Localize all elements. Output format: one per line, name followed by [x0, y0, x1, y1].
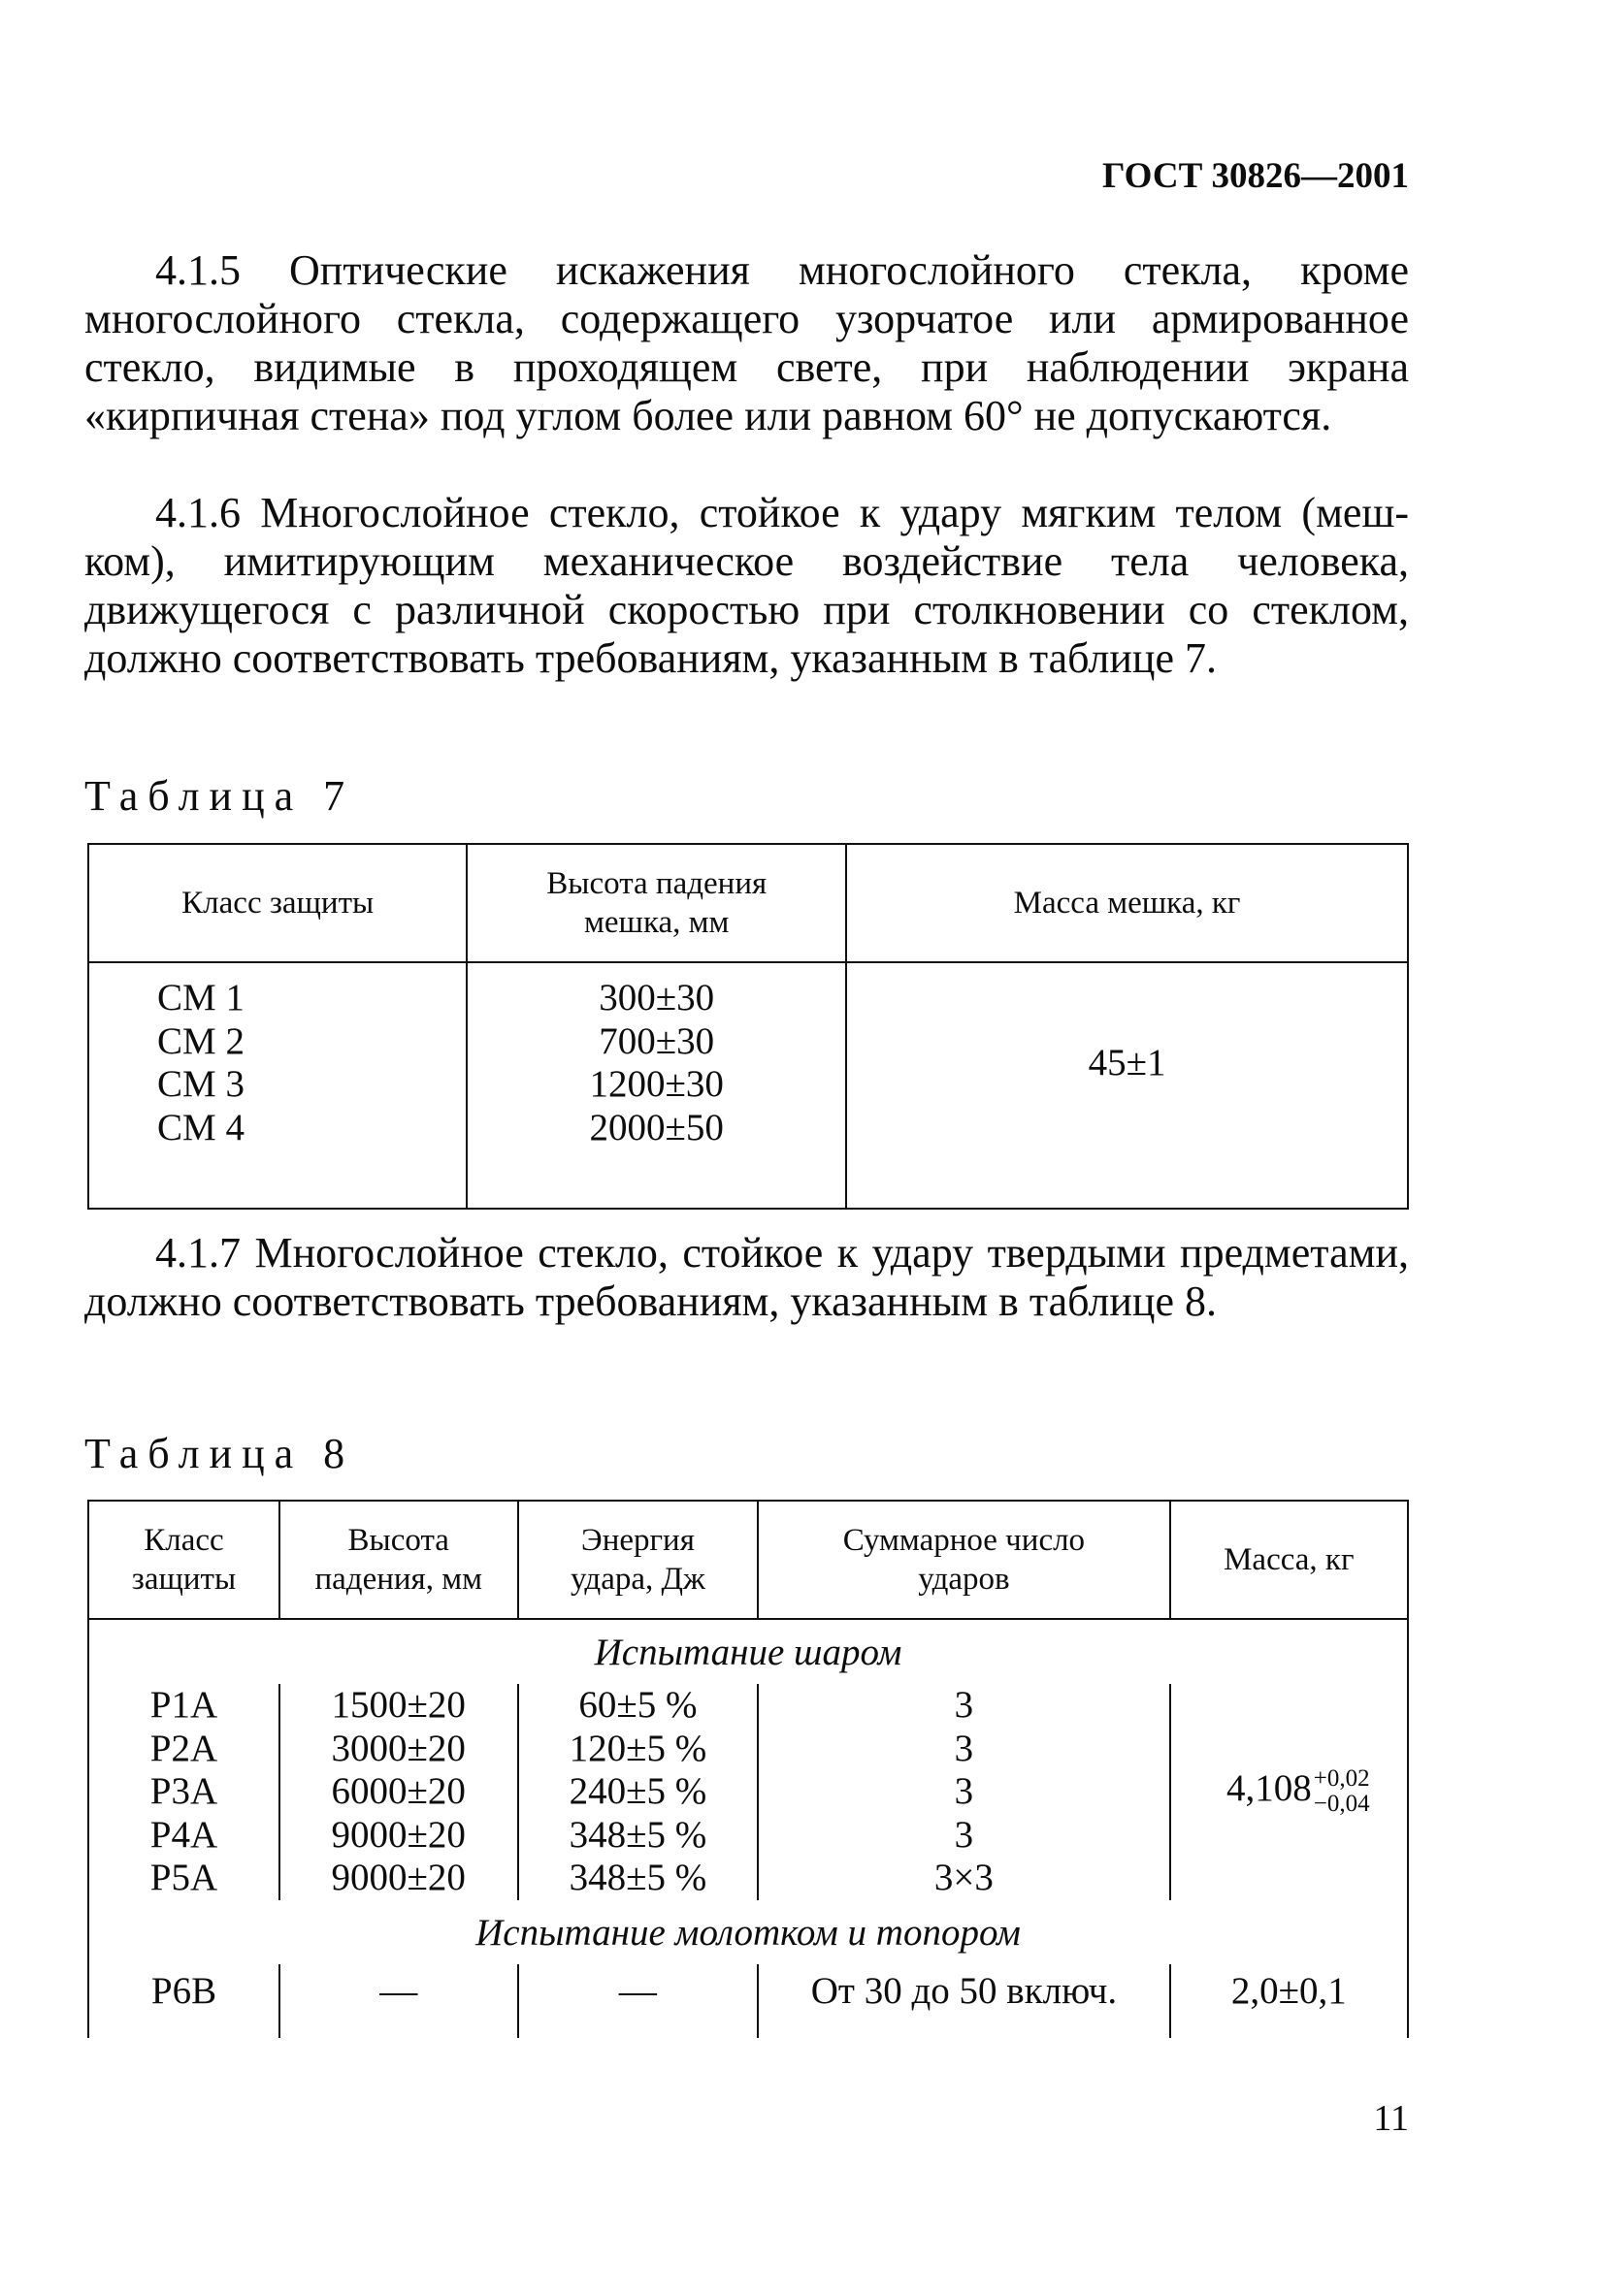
table-8-ball-height-cell: [279, 1684, 518, 1900]
table-row-class: СМ 4: [157, 1106, 245, 1148]
table-8-hammer-row: [88, 1964, 1408, 2039]
table-row-energy: 348±5 %: [569, 1857, 707, 1898]
table-row-height: 2000±50: [589, 1106, 724, 1148]
table-row-count: 3×3: [933, 1857, 994, 1898]
table-8-caption: Таблица 8: [84, 1430, 355, 1477]
table-8-ball-count-cell: [758, 1684, 1169, 1900]
table-row-height: 300±30: [599, 977, 715, 1019]
table-8-header-count: Суммарное число ударов: [758, 1501, 1169, 1619]
ball-mass-tolerance: [1314, 1766, 1370, 1817]
page-number: 11: [1373, 2098, 1409, 2139]
table-8-hammer-energy: —: [518, 1964, 759, 2039]
table-8-header-energy: Энергия удара, Дж: [518, 1501, 759, 1619]
ball-mass-minus: −0,04: [1313, 1791, 1370, 1818]
table-row-height: 9000±20: [331, 1857, 466, 1898]
ball-mass-base: 4,108: [1225, 1767, 1312, 1810]
table-8-hammer-count: От 30 до 50 включ.: [758, 1964, 1169, 2039]
table-7-header-height: Высота падения мешка, мм: [467, 844, 846, 962]
table-8-ball-mass-cell: [1170, 1684, 1408, 1900]
table-row-height: 1200±30: [589, 1063, 724, 1105]
table-row-energy: 348±5 %: [569, 1813, 707, 1856]
table-row-height: 6000±20: [331, 1770, 466, 1812]
table-row-count: 3: [954, 1770, 974, 1812]
table-row-height: 9000±20: [331, 1813, 466, 1856]
table-row-count: 3: [954, 1727, 974, 1769]
table-row-energy: 60±5 %: [578, 1684, 698, 1726]
paragraph-4-1-5: 4.1.5 Оптические искажения многослойного стекла, кроме многослойного стекла, содержащего узорчатое или армированное стекло, видимые в проходящем свете, при наблюдении экрана «кирпичная стена» под углом более или равном 60° не допускаются.: [84, 246, 1409, 439]
table-7-height-cell: [467, 962, 846, 1209]
table-8-header-row: [88, 1501, 1408, 1619]
document-header: ГОСТ 30826—2001: [1102, 156, 1409, 196]
table-8-hammer-height: —: [279, 1964, 518, 2039]
table-row-class: Р3А: [149, 1770, 218, 1812]
table-8-ball-row: [88, 1684, 1408, 1900]
paragraph-4-1-6: 4.1.6 Многослойное стекло, стойкое к удару мягким телом (мешком), имитирующим механическое воздействие тела человека, движущегося с различной скоростью при столкновении со стеклом, должно соответствовать требованиям, указанным в таблице 7.: [84, 489, 1409, 682]
table-8: [87, 1500, 1409, 2038]
table-8-hammer-class: Р6В: [150, 1969, 217, 2012]
table-7-header-class: Класс защиты: [88, 844, 467, 962]
table-8-section-ball: Испытание шаром: [594, 1632, 902, 1673]
table-row-class: СМ 2: [157, 1019, 245, 1062]
table-8-header-mass: Масса, кг: [1170, 1501, 1408, 1619]
table-row-energy: 240±5 %: [569, 1770, 707, 1812]
table-8-hammer-mass: 2,0±0,1: [1170, 1964, 1408, 2039]
table-8-section-hammer-row: [88, 1900, 1408, 1964]
table-row-class: Р2А: [149, 1727, 218, 1769]
table-row-energy: 120±5 %: [569, 1727, 707, 1769]
table-8-ball-energy-cell: [518, 1684, 759, 1900]
table-row-height: 700±30: [599, 1019, 715, 1062]
table-7-mass-cell: 45±1: [846, 962, 1408, 1209]
table-7: [87, 843, 1409, 1210]
table-row-height: 1500±20: [331, 1684, 466, 1726]
table-7-header-mass: Масса мешка, кг: [846, 844, 1408, 962]
table-row-height: 3000±20: [331, 1727, 466, 1769]
table-row-class: СМ 3: [157, 1063, 245, 1105]
table-8-header-height: Высота падения, мм: [279, 1501, 518, 1619]
table-8-header-class: Класс защиты: [88, 1501, 279, 1619]
table-row-class: СМ 1: [157, 977, 245, 1019]
table-row-class: Р5А: [149, 1857, 218, 1898]
paragraph-4-1-7: 4.1.7 Многослойное стекло, стойкое к удару твердыми предметами, должно соответствовать требованиям, указанным в таблице 8.: [84, 1229, 1409, 1325]
table-row-class: Р1А: [149, 1684, 218, 1726]
ball-mass-plus: +0,02: [1313, 1765, 1370, 1793]
table-7-data-row: [88, 962, 1408, 1209]
table-8-section-hammer: Испытание молотком и топором: [475, 1911, 1021, 1954]
table-row-count: 3: [954, 1813, 974, 1856]
table-7-class-cell: [88, 962, 467, 1209]
table-row-class: Р4А: [149, 1813, 218, 1856]
table-8-ball-class-cell: [88, 1684, 279, 1900]
table-7-header-row: [88, 844, 1408, 962]
table-8-section-ball-row: [88, 1619, 1408, 1684]
table-7-caption: Таблица 7: [84, 772, 355, 820]
table-row-count: 3: [954, 1684, 974, 1726]
